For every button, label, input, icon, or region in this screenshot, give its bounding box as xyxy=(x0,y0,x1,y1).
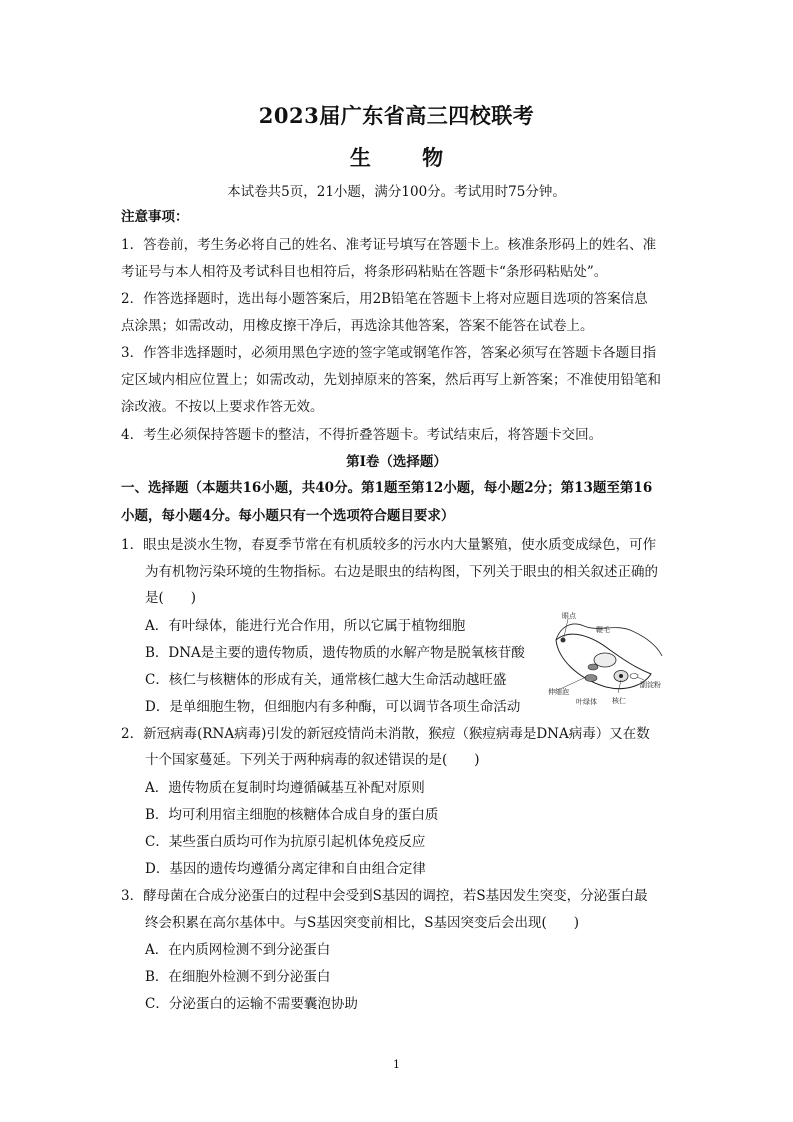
q1-option-b: B．DNA是主要的遗传物质，遗传物质的水解产物是脱氧核苷酸 xyxy=(145,645,525,661)
chloroplast-shape-2 xyxy=(588,664,598,670)
note-3-line-3: 涂改液。不按以上要求作答无效。 xyxy=(121,399,324,415)
q1-option-d: D．是单细胞生物，但细胞内有多种酶，可以调节各项生命活动 xyxy=(145,699,521,715)
section-title: 第Ⅰ卷（选择题） xyxy=(346,454,447,470)
label-leader xyxy=(637,677,644,680)
q1-stem-line-1: 1．眼虫是淡水生物，春夏季节常在有机质较多的污水内大量繁殖，使水质变成绿色，可作 xyxy=(121,537,657,553)
note-2-line-2: 点涂黑；如需改动，用橡皮擦干净后，再选涂其他答案，答案不能答在试卷上。 xyxy=(121,318,594,334)
label-paramylon: 副淀粉 xyxy=(640,681,661,689)
q2-option-b: B．均可利用宿主细胞的核糖体合成自身的蛋白质 xyxy=(145,807,439,823)
q3-option-a: A．在内质网检测不到分泌蛋白 xyxy=(145,942,331,958)
q3-stem-line-2: 终会积累在高尔基体中。与S基因突变前相比，S基因突变后会出现( ) xyxy=(145,915,580,931)
paramylon-shape xyxy=(630,674,638,679)
note-3-line-2: 定区域内相应位置上；如需改动，先划掉原来的答案，然后再写上新答案；不准使用铅笔和 xyxy=(121,372,661,388)
euglena-diagram xyxy=(548,610,664,708)
note-1-line-1: 1．答卷前，考生务必将自己的姓名、准考证号填写在答题卡上。核准条形码上的姓名、准 xyxy=(121,237,657,253)
q2-stem-line-1: 2．新冠病毒(RNA病毒)引发的新冠疫情尚未消散，猴痘（猴痘病毒是DNA病毒）又在数 xyxy=(121,726,650,742)
label-leader xyxy=(618,680,621,693)
q2-option-d: D．基因的遗传均遵循分离定律和自由组合定律 xyxy=(145,861,426,877)
section-desc-line-2: 小题，每小题4分。每小题只有一个选项符合题目要求） xyxy=(121,508,455,524)
q2-option-c: C．某些蛋白质均可作为抗原引起机体免疫反应 xyxy=(145,834,426,850)
exam-intro: 本试卷共5页，21小题，满分100分。考试用时75分钟。 xyxy=(227,184,566,200)
notes-heading: 注意事项： xyxy=(121,209,189,225)
q1-option-a: A．有叶绿体，能进行光合作用，所以它属于植物细胞 xyxy=(145,618,466,634)
chloroplast-shape xyxy=(585,675,597,682)
q1-option-c: C．核仁与核糖体的形成有关，通常核仁越大生命活动越旺盛 xyxy=(145,672,507,688)
label-flagellum: 鞭毛 xyxy=(596,626,610,634)
q1-stem-line-3: 是( ) xyxy=(145,590,197,606)
eyespot-mark xyxy=(561,638,566,643)
q3-option-c: C．分泌蛋白的运输不需要囊泡协助 xyxy=(145,996,358,1012)
page-number: 1 xyxy=(393,1058,400,1071)
label-chloroplast: 叶绿体 xyxy=(576,698,597,706)
note-4: 4．考生必须保持答题卡的整洁，不得折叠答题卡。考试结束后，将答题卡交回。 xyxy=(121,427,603,443)
note-2-line-1: 2．作答选择题时，选出每小题答案后，用2B铅笔在答题卡上将对应题目选项的答案信息 xyxy=(121,291,648,307)
q2-option-a: A．遗传物质在复制时均遵循碱基互补配对原则 xyxy=(145,780,425,796)
q1-stem-line-2: 为有机物污染环境的生物指标。右边是眼虫的结构图，下列关于眼虫的相关叙述正确的 xyxy=(145,564,658,580)
nucleolus-mark xyxy=(619,674,623,678)
note-3-line-1: 3．作答非选择题时，必须用黑色字迹的签字笔或钢笔作答，答案必须写在答题卡各题目指 xyxy=(121,345,657,361)
note-1-line-2: 考证号与本人相符及考试科目也相符后，将条形码粘贴在答题卡“条形码粘贴处”。 xyxy=(121,264,608,280)
exam-title: 2023届广东省高三四校联考 xyxy=(258,103,535,128)
label-vacuole: 伸缩泡 xyxy=(548,688,569,696)
q3-option-b: B．在细胞外检测不到分泌蛋白 xyxy=(145,969,331,985)
label-eyespot: 眼点 xyxy=(562,612,576,620)
section-desc-line-1: 一、选择题（本题共16小题，共40分。第1题至第12小题，每小题2分；第13题至第16 xyxy=(121,480,653,496)
label-nucleolus: 核仁 xyxy=(612,697,626,705)
q2-stem-line-2: 十个国家蔓延。下列关于两种病毒的叙述错误的是( ) xyxy=(145,752,480,768)
q3-stem-line-1: 3．酵母菌在合成分泌蛋白的过程中会受到S基因的调控，若S基因发生突变，分泌蛋白最 xyxy=(121,888,648,904)
subject-title: 生 物 xyxy=(349,145,466,170)
